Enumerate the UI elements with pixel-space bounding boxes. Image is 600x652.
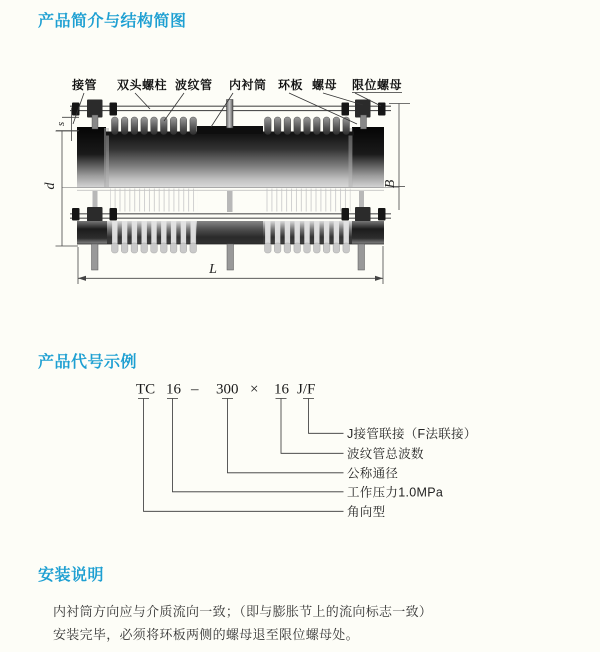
- code-part-connection: J/F: [297, 381, 316, 398]
- part-labels: [71, 77, 402, 92]
- right-ring-plate: [349, 128, 353, 187]
- limit-nut: [378, 208, 386, 221]
- part-label-pipe: 接管: [72, 78, 98, 92]
- section-title-intro: 产品简介与结构简图: [38, 13, 187, 30]
- left-ring-plate: [104, 128, 109, 187]
- code-separator-times: ×: [250, 381, 259, 398]
- dim-label-L: L: [209, 262, 217, 277]
- nut: [342, 103, 350, 116]
- dim-label-B: B: [383, 179, 398, 189]
- part-label-ring-plate: 环板: [278, 78, 304, 92]
- part-label-stud: 双头螺柱: [117, 78, 168, 92]
- nut: [342, 208, 350, 221]
- part-label-bellows: 波纹管: [175, 78, 213, 92]
- install-instructions: [53, 600, 483, 646]
- expansion-joint-lower-body: [77, 221, 384, 270]
- code-separator-dash: –: [191, 381, 199, 398]
- hanging-stud: [92, 244, 99, 270]
- nut: [110, 208, 118, 221]
- callout-nominal-diameter: 公称通径: [347, 466, 399, 481]
- dim-label-s: s: [55, 121, 67, 127]
- product-code: [136, 382, 315, 398]
- callout-working-pressure: 工作压力1.0MPa: [347, 485, 444, 500]
- install-line-1: 内衬筒方向应与介质流向一致；（即与膨胀节上的流向标志一致）: [53, 604, 433, 619]
- code-part-diameter: 300: [216, 381, 239, 398]
- nut: [72, 208, 80, 221]
- section-title-install: 安装说明: [38, 567, 105, 584]
- center-stud: [227, 100, 234, 129]
- limit-nut: [378, 103, 386, 116]
- nut: [110, 103, 118, 116]
- code-part-pressure: 16: [166, 381, 181, 398]
- left-pipe-end: [77, 127, 106, 188]
- code-part-waves: 16: [274, 381, 289, 398]
- part-label-nut: 螺母: [312, 78, 338, 92]
- part-label-limit-nut: 限位螺母: [352, 78, 403, 92]
- part-label-liner: 内衬筒: [229, 78, 267, 92]
- left-bellows: [112, 117, 197, 135]
- right-pipe-end: [352, 127, 384, 188]
- callout-angular-type: 角向型: [347, 504, 386, 519]
- hanging-stud: [227, 244, 234, 270]
- install-line-2: 安装完毕，必须将环板两侧的螺母退至限位螺母处。: [53, 627, 359, 642]
- structure-diagram: [0, 60, 470, 305]
- hanging-stud: [358, 244, 365, 270]
- code-part-type: TC: [136, 381, 156, 398]
- section-title-code: 产品代号示例: [38, 354, 138, 371]
- right-bellows: [265, 117, 350, 135]
- product-code-diagram: [0, 372, 520, 530]
- code-callout-labels: [347, 426, 477, 519]
- callout-wave-count: 波纹管总波数: [347, 447, 424, 461]
- dim-label-d: d: [43, 182, 58, 190]
- bellows-reflection: [93, 189, 365, 213]
- code-connectors: [138, 399, 344, 512]
- callout-connection: J接管联接（F法联接）: [347, 427, 477, 441]
